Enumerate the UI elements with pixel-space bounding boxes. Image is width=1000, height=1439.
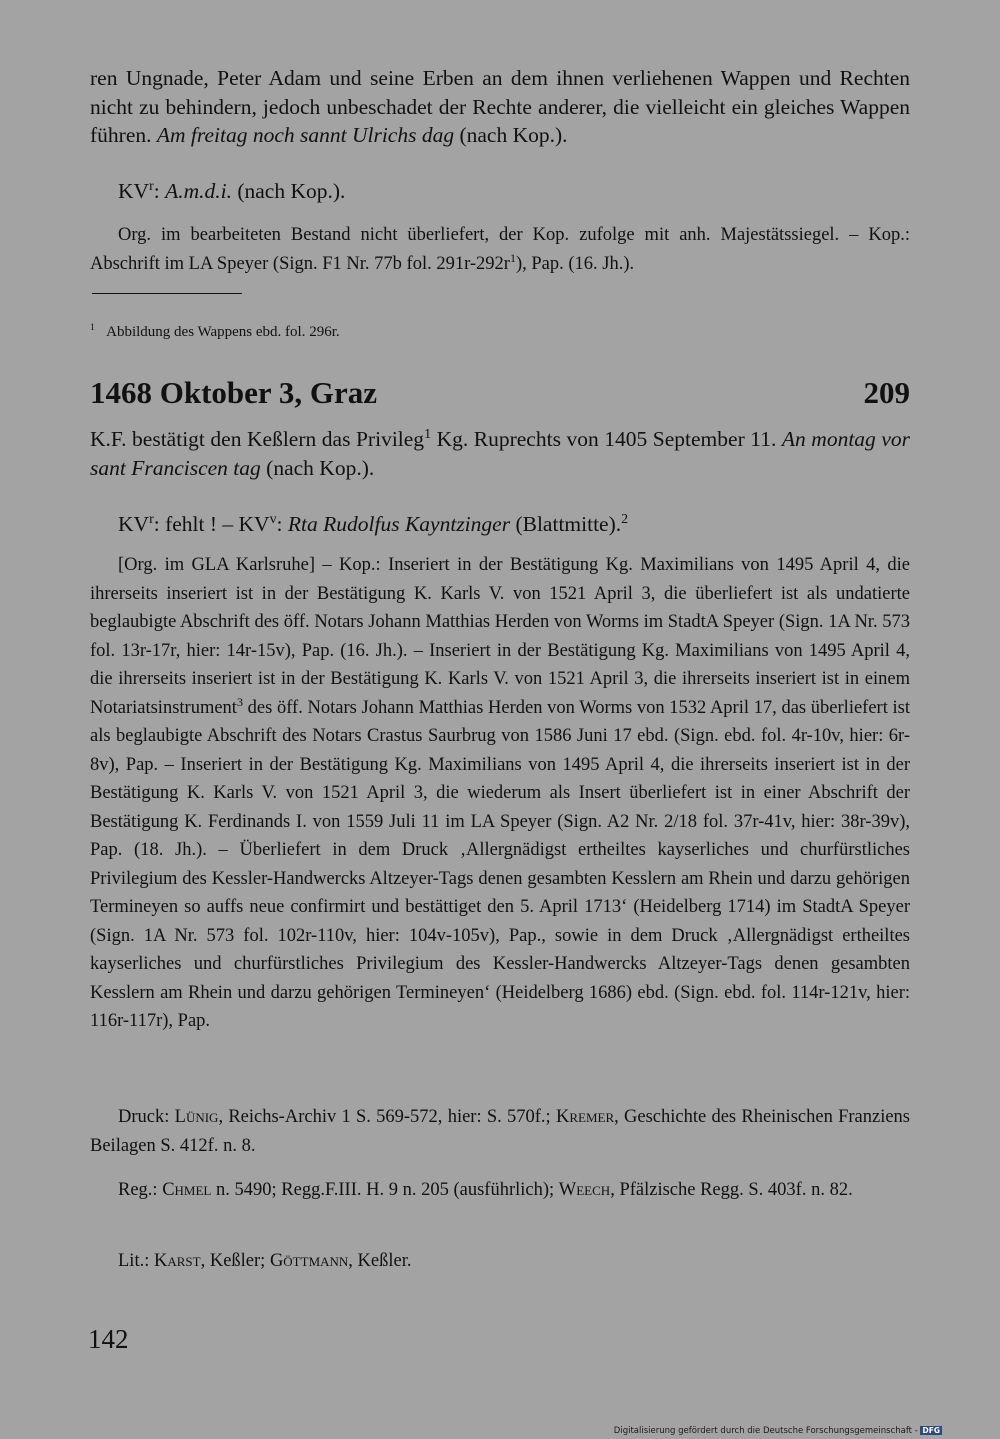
entry-heading (90, 373, 910, 413)
entry-print: Druck: Lünig, Reichs-Archiv 1 S. 569-572, hier: S. 570f.; Kremer, Geschichte des Rheinischen Franziens Beilagen S. 412f. n. 8. (90, 1107, 911, 1156)
continuation-kv-line: $KV^r$: A.m.d.i. (nach Kop.). (118, 178, 346, 203)
entry-date-place: 1468 Oktober 3, Graz (90, 375, 378, 410)
footnote-separator (92, 293, 242, 294)
entry-summary: K.F. bestätigt den Keßlern das Privileg$^1$ Kg. Ruprechts von 1405 September 11. An montag vor sant Franciscen tag (nach Kop.). (90, 426, 911, 480)
continuation-paragraph: ren Ungnade, Peter Adam und seine Erben an dem ihnen verliehenen Wappen und Rechten nicht zu behindern, jedoch unbeschadet der Rechte anderer, die vielleicht ein gleiches Wappen führen. Am freitag noch sannt Ulrichs dag (nach Kop.). (90, 66, 910, 147)
entry-kv-line: $KV^r$: fehlt ! – $KV^v$: Rta Rudolfus Kayntzinger (Blattmitte).$^2$ (118, 511, 629, 536)
funding-credit: Digitalisierung gefördert durch die Deutsche Forschungsgemeinschaft - DFG (613, 1426, 940, 1436)
entry-literature: Lit.: Karst, Keßler; Göttmann, Keßler. (118, 1251, 412, 1271)
entry-regesta: Reg.: Chmel n. 5490; Regg.F.III. H. 9 n. 205 (ausführlich); Weech, Pfälzische Regg. S. 403f. n. 82. (118, 1180, 853, 1200)
page-number: 142 (88, 1324, 129, 1354)
dfg-logo: DFG (922, 1426, 940, 1435)
footnote: $^1$ Abbildung des Wappens ebd. fol. 296r. (90, 322, 340, 340)
entry-tradition: [Org. im GLA Karlsruhe] – Kop.: Inseriert in der Bestätigung Kg. Maximilians von 1495 April 4, die ihrerseits inseriert ist in der Bestätigung K. Karls V. von 1521 April 3, die überliefert ist als undatierte beglaubigte Abschrift des öff. Notars Johann Matthias Herden von Worms im StadtA Speyer (Sign. 1A Nr. 573 fol. 13r-17r, hier: 14r-15v), Pap. (16. Jh.). – Inseriert in der Bestätigung Kg. Maximilians von 1495 April 4, die ihrerseits inseriert ist in der Bestätigung K. Karls V. von 1521 April 3, die ihrerseits inseriert ist in einem Notariatsinstrument$^3$ des öff. Notars Johann Matthias Herden von Worms von 1532 April 17, das überliefert ist als beglaubigte Abschrift des Notars Crastus Saurbrug von 1586 Juni 17 ebd. (Sign. ebd. fol. 4r-10v, hier: 6r-8v), Pap. – Inseriert in der Bestätigung Kg. Maximilians von 1495 April 4, die ihrerseits inseriert ist in der Bestätigung K. Karls V. von 1521 April 3, die wiederum als Insert überliefert ist in einer Abschrift der Bestätigung K. Ferdinands I. von 1559 Juli 11 im LA Speyer (Sign. A2 Nr. 2/18 fol. 37r-41v, hier: 38r-39v), Pap. (18. Jh.). – Überliefert in dem Druck ‚Allergnädigst ertheiltes kayserliches und churfürstliches Privilegium des Kessler-Handwercks Altzeyer-Tags denen gesambten Kesslern am Rhein und darzu gehörigen Termineyen so auffs neue confirmirt und bestättiget den 5. April 1713‘ (Heidelberg 1714) im StadtA Speyer (Sign. 1A Nr. 573 fol. 102r-110v, hier: 104v-105v), Pap., sowie in dem Druck ‚Allergnädigst ertheiltes kayserliches und churfürstliches Privilegium des Kessler-Handwercks Altzeyer-Tags denen gesambten Kesslern am Rhein und darzu gehörigen Termineyen‘ (Heidelberg 1686) ebd. (Sign. ebd. fol. 114r-121v, hier: 116r-117r), Pap. (90, 555, 910, 1031)
entry-number: 209 (863, 375, 910, 410)
continuation-tradition: Org. im bearbeiteten Bestand nicht überliefert, der Kop. zufolge mit anh. Majestätssiegel. – Kop.: Abschrift im LA Speyer (Sign. F1 Nr. 77b fol. $291r-292r^1$), Pap. (16. Jh.). (90, 225, 910, 274)
